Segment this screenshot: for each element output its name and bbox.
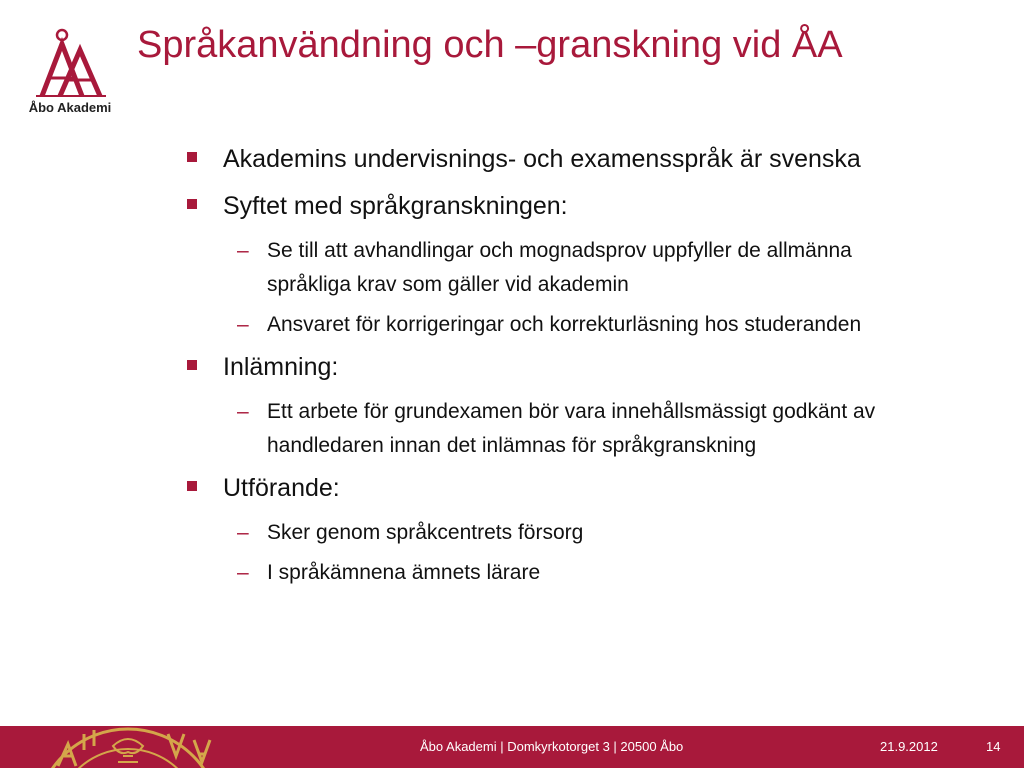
- abo-akademi-logo: [20, 26, 120, 126]
- footer-address: Åbo Akademi | Domkyrkotorget 3 | 20500 Åbo: [420, 739, 684, 754]
- page-number: 14: [986, 739, 1001, 754]
- bullet-item: [185, 187, 905, 226]
- square-bullet-icon: [187, 481, 197, 491]
- bullet-text: Syftet med språkgranskningen:: [223, 192, 568, 220]
- dash-bullet-icon: –: [237, 313, 249, 336]
- dash-bullet-icon: –: [237, 239, 249, 262]
- footer-date: 21.9.2012: [880, 739, 938, 754]
- dash-bullet-icon: –: [237, 561, 249, 584]
- sub-bullet-item: [185, 395, 905, 463]
- sub-bullet-text: I språkämnena ämnets lärare: [267, 561, 541, 584]
- bullet-item: [185, 469, 905, 508]
- bullet-item: [185, 348, 905, 387]
- square-bullet-icon: [187, 152, 197, 162]
- sub-bullet-item: [185, 234, 905, 302]
- dash-bullet-icon: –: [237, 521, 249, 544]
- sub-bullet-item: [185, 556, 905, 590]
- slide-footer: [0, 726, 1024, 768]
- square-bullet-icon: [187, 360, 197, 370]
- square-bullet-icon: [187, 199, 197, 209]
- sub-bullet-text: Ansvaret för korrigeringar och korrekturläsning hos studeranden: [267, 313, 862, 336]
- dash-bullet-icon: –: [237, 400, 249, 423]
- sub-bullet-text: Sker genom språkcentrets försorg: [267, 521, 584, 544]
- sub-bullet-item: [185, 308, 905, 342]
- sub-bullet-text: Se till att avhandlingar och mognadsprov uppfyller de allmänna språkliga krav som gäller vid akademin: [267, 239, 852, 296]
- bullet-text: Akademins undervisnings- och examensspråk är svenska: [223, 145, 861, 173]
- university-seal-icon: [18, 726, 238, 768]
- bullet-text: Inlämning:: [223, 353, 339, 381]
- logo-wordmark: Åbo Akademi: [28, 100, 112, 115]
- bullet-text: Utförande:: [223, 474, 340, 502]
- sub-bullet-text: Ett arbete för grundexamen bör vara innehållsmässigt godkänt av handledaren innan det inlämnas för språkgranskning: [267, 400, 876, 457]
- abo-akademi-logo-icon: [20, 26, 120, 100]
- slide-title: Språkanvändning och –granskning vid ÅA: [137, 24, 843, 66]
- slide-content: [185, 140, 905, 596]
- bullet-item: [185, 140, 905, 179]
- sub-bullet-item: [185, 516, 905, 550]
